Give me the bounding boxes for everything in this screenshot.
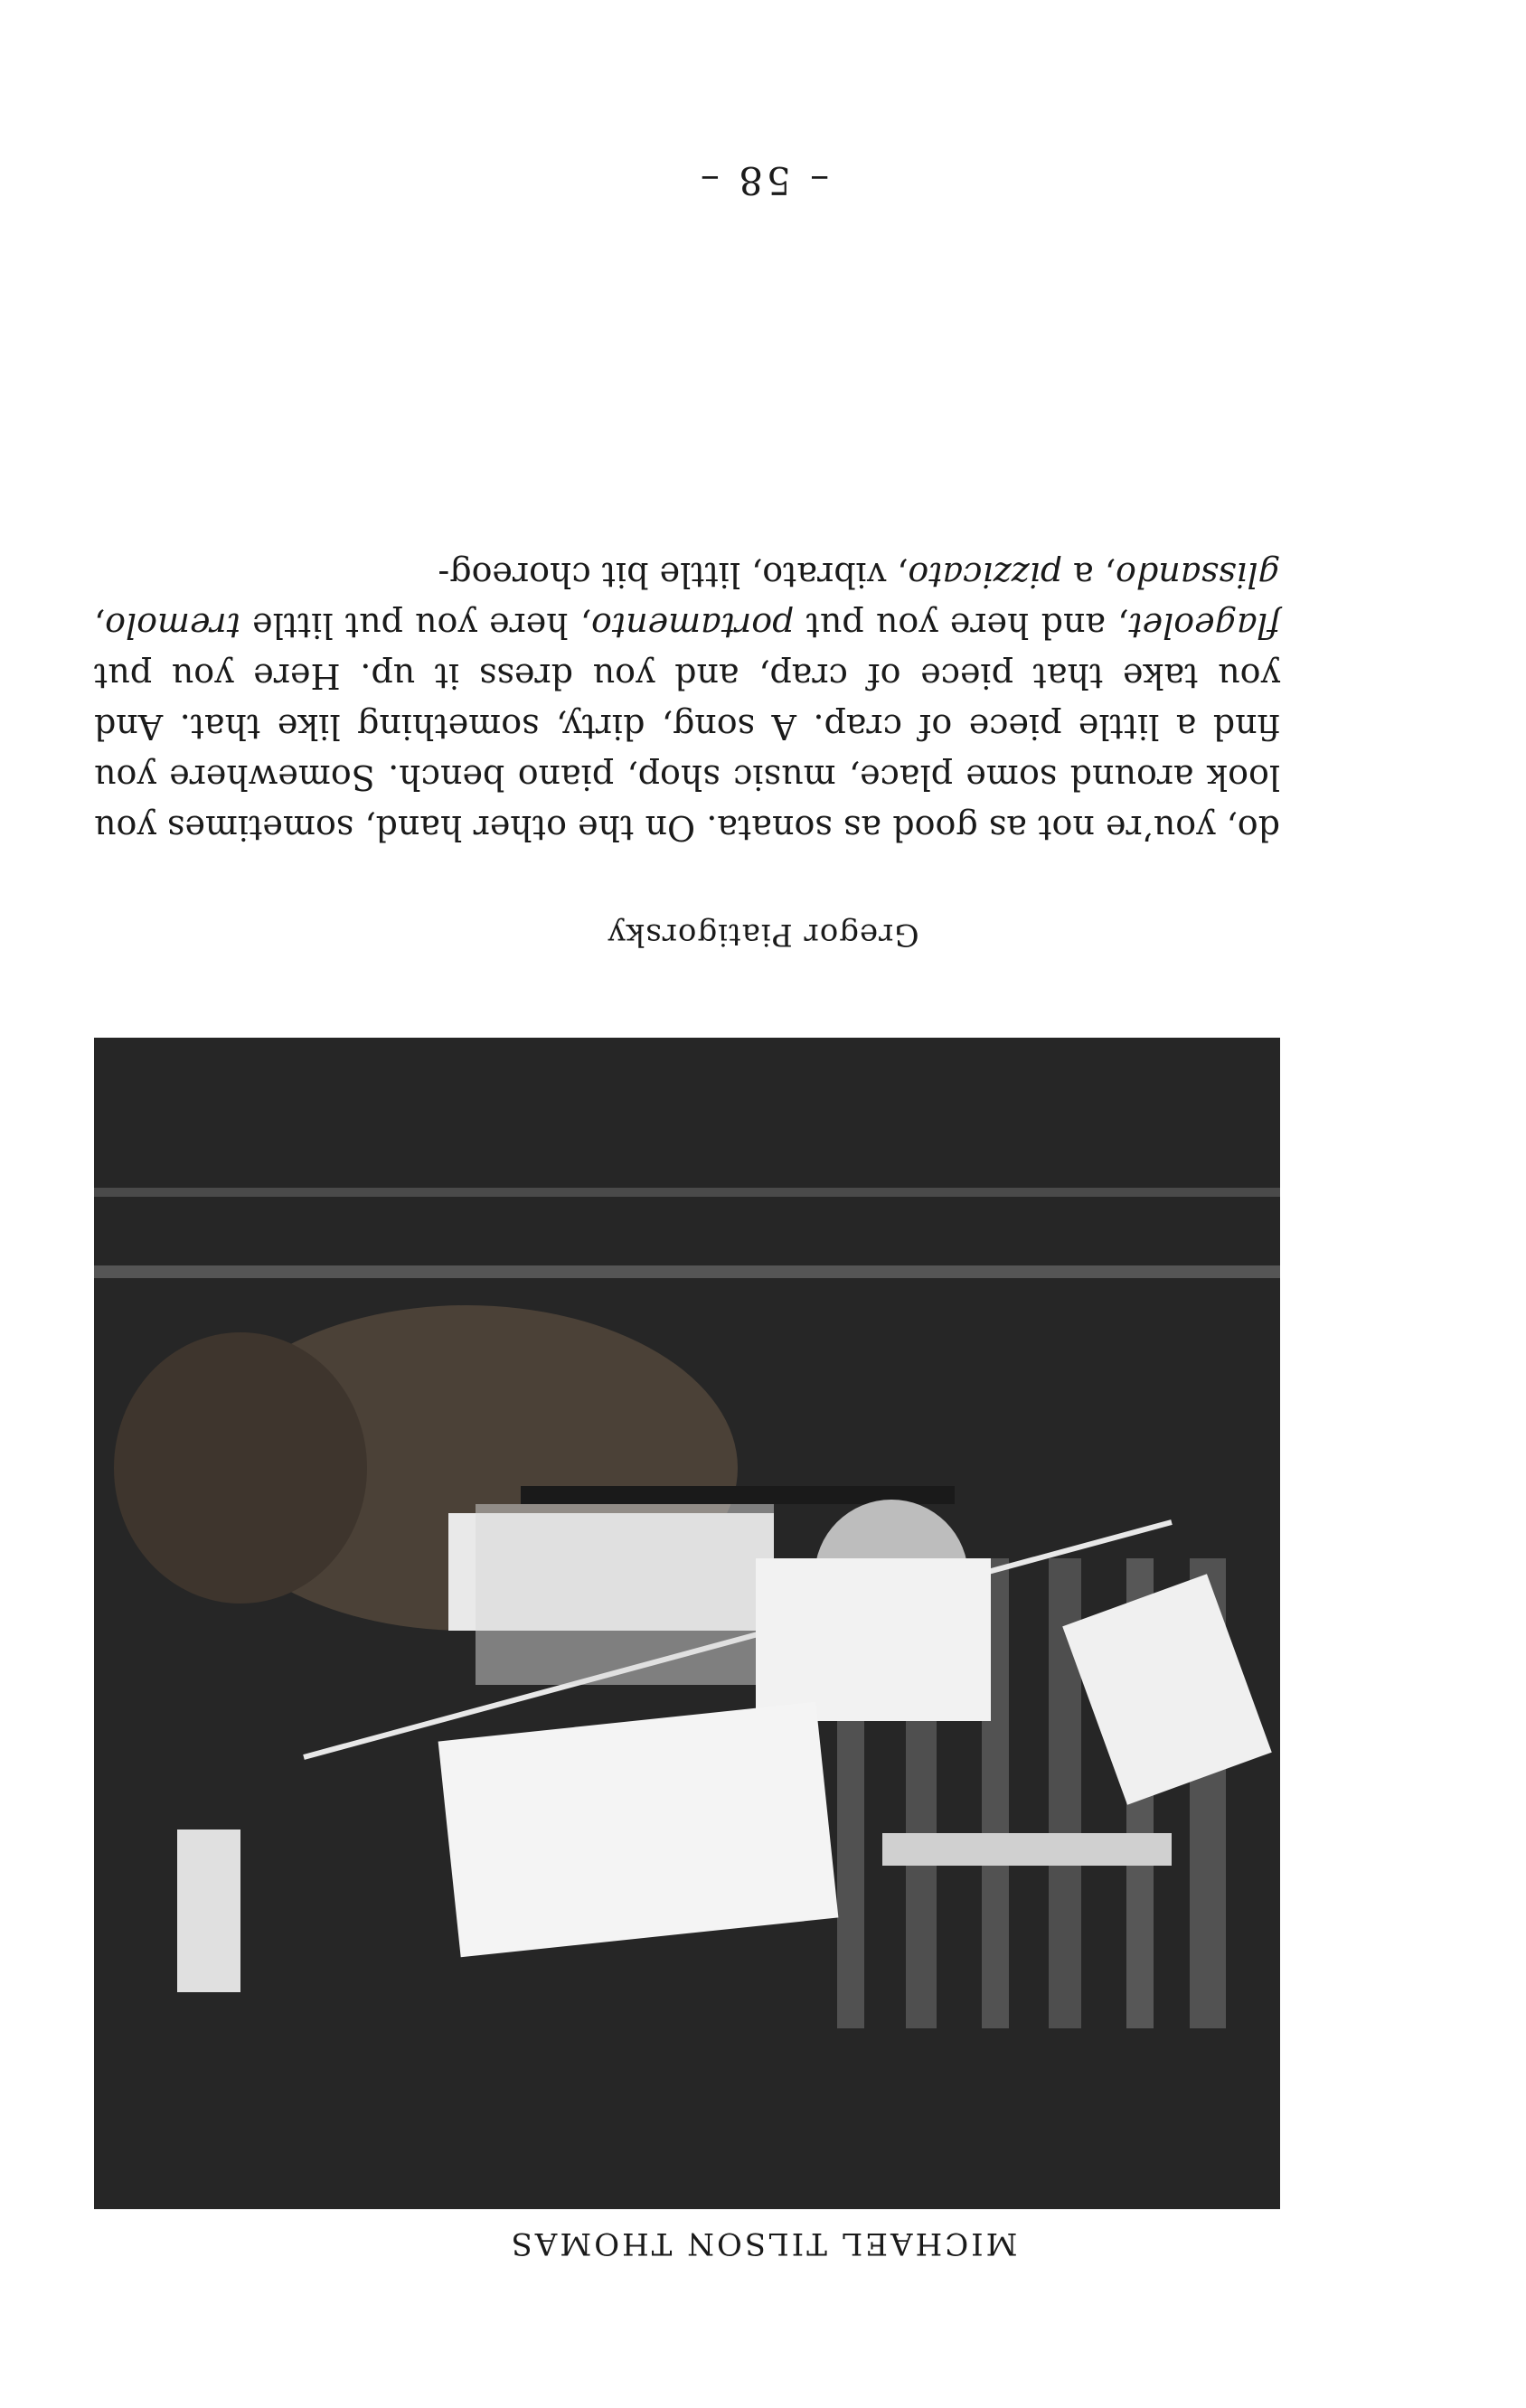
body-text-italic-segment: flageolet	[1128, 606, 1280, 645]
body-text-segment: , vibrato, little bit choreog-	[438, 555, 909, 595]
running-head: MICHAEL TILSON THOMAS	[508, 2225, 1018, 2262]
page-number: – 58 –	[696, 158, 830, 202]
photo-caption: Gregor Piatigorsky	[607, 917, 919, 953]
body-paragraph	[94, 550, 1280, 853]
body-text-segment: do, you’re not as good as sonata. On the other hand, sometimes you look around some place, music shop, piano bench. Somewhere you find a little piece of crap. A song, dirty, something like that. And you take that piece of crap, and you dress it up. Here you put	[94, 656, 1280, 848]
body-text-italic-segment: glissando	[1116, 555, 1280, 595]
body-text-segment: ,	[93, 606, 106, 645]
body-text-italic-segment: portamento	[590, 606, 795, 645]
body-text-segment: , here you put little	[240, 606, 591, 645]
photo-illustration	[94, 1038, 1280, 2209]
body-text-italic-segment: pizzicato	[908, 555, 1063, 595]
body-text-italic-segment: tremolo	[105, 606, 240, 645]
body-text-segment: , a	[1062, 555, 1116, 595]
cellist-photograph	[94, 1038, 1280, 2209]
body-text-segment: , and here you put	[794, 606, 1129, 645]
